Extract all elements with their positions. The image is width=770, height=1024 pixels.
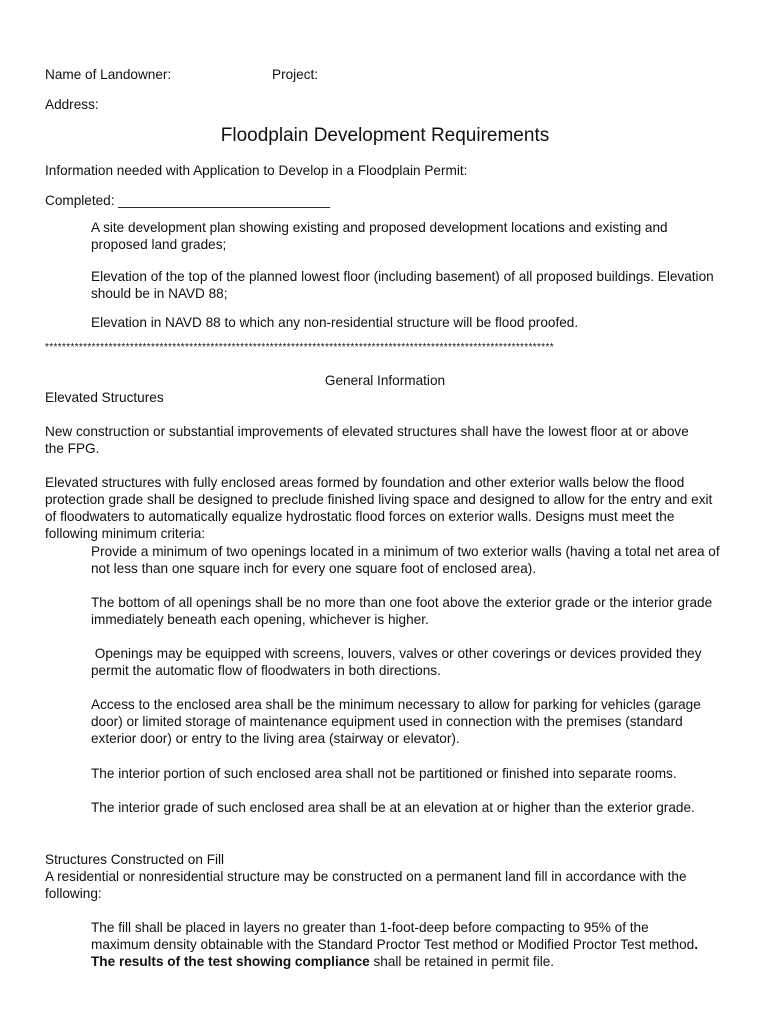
criteria-item-2: The bottom of all openings shall be no more than one foot above the exterior grade or the interior grade immediately beneath each opening, whichever is higher. [91, 595, 713, 627]
elevated-paragraph-2: Elevated structures with fully enclosed areas formed by foundation and other exterior walls below the flood protection grade shall be designed to preclude finished living space and designed to allow for the entry and exit of floodwaters to automatically equalize hydrostatic flood forces on exterior walls. Designs must meet the following minimum criteria: [45, 475, 713, 541]
elevated-structures-heading: Elevated Structures [45, 390, 164, 405]
fill-item-1-bold: . The results of the test showing compliance [91, 937, 698, 969]
address-label: Address: [45, 97, 99, 112]
requirement-3: Elevation in NAVD 88 to which any non-residential structure will be flood proofed. [91, 315, 579, 330]
criteria-item-4: Access to the enclosed area shall be the minimum necessary to allow for parking for vehicles (garage door) or limited storage of maintenance equipment used in connection with the premises (standard exterior door) or entry to the living area (stairway or elevator). [91, 697, 701, 746]
completed-line: Completed: ____________________________ [45, 193, 330, 208]
requirement-2: Elevation of the top of the planned lowest floor (including basement) of all proposed buildings. Elevation should be in NAVD 88; [91, 269, 714, 301]
criteria-item-6: The interior grade of such enclosed area shall be at an elevation at or higher than the exterior grade. [91, 800, 695, 815]
fill-item-1-text: The fill shall be placed in layers no greater than 1-foot-deep before compacting to 95% of the maximum density obtainable with the Standard Proctor Test method or Modified Proctor Test method [91, 920, 695, 952]
project-label: Project: [272, 67, 319, 82]
fill-heading: Structures Constructed on Fill [45, 852, 225, 867]
criteria-item-3: Openings may be equipped with screens, louvers, valves or other coverings or devices provided they permit the automatic flow of floodwaters in both directions. [91, 646, 706, 678]
elevated-paragraph-1: New construction or substantial improvements of elevated structures shall have the lowest floor at or above the FPG. [45, 424, 689, 456]
section-heading-general: General Information [324, 373, 446, 388]
criteria-item-1: Provide a minimum of two openings located in a minimum of two exterior walls (having a total net area of not less than one square inch for every one square foot of enclosed area). [91, 544, 720, 576]
page-title: Floodplain Development Requirements [220, 125, 550, 146]
intro-text: Information needed with Application to Develop in a Floodplain Permit: [45, 163, 468, 178]
fill-item-1-suffix: shall be retained in permit file. [369, 954, 555, 969]
landowner-label: Name of Landowner: [45, 67, 172, 82]
fill-item-1 [91, 919, 711, 970]
requirement-1: A site development plan showing existing and proposed development locations and existing and proposed land grades; [91, 220, 668, 252]
criteria-item-5: The interior portion of such enclosed area shall not be partitioned or finished into separate rooms. [91, 766, 677, 781]
fill-paragraph: A residential or nonresidential structure may be constructed on a permanent land fill in accordance with the following: [45, 869, 687, 901]
separator-line: ************************************************************************************************************************ [45, 342, 554, 353]
